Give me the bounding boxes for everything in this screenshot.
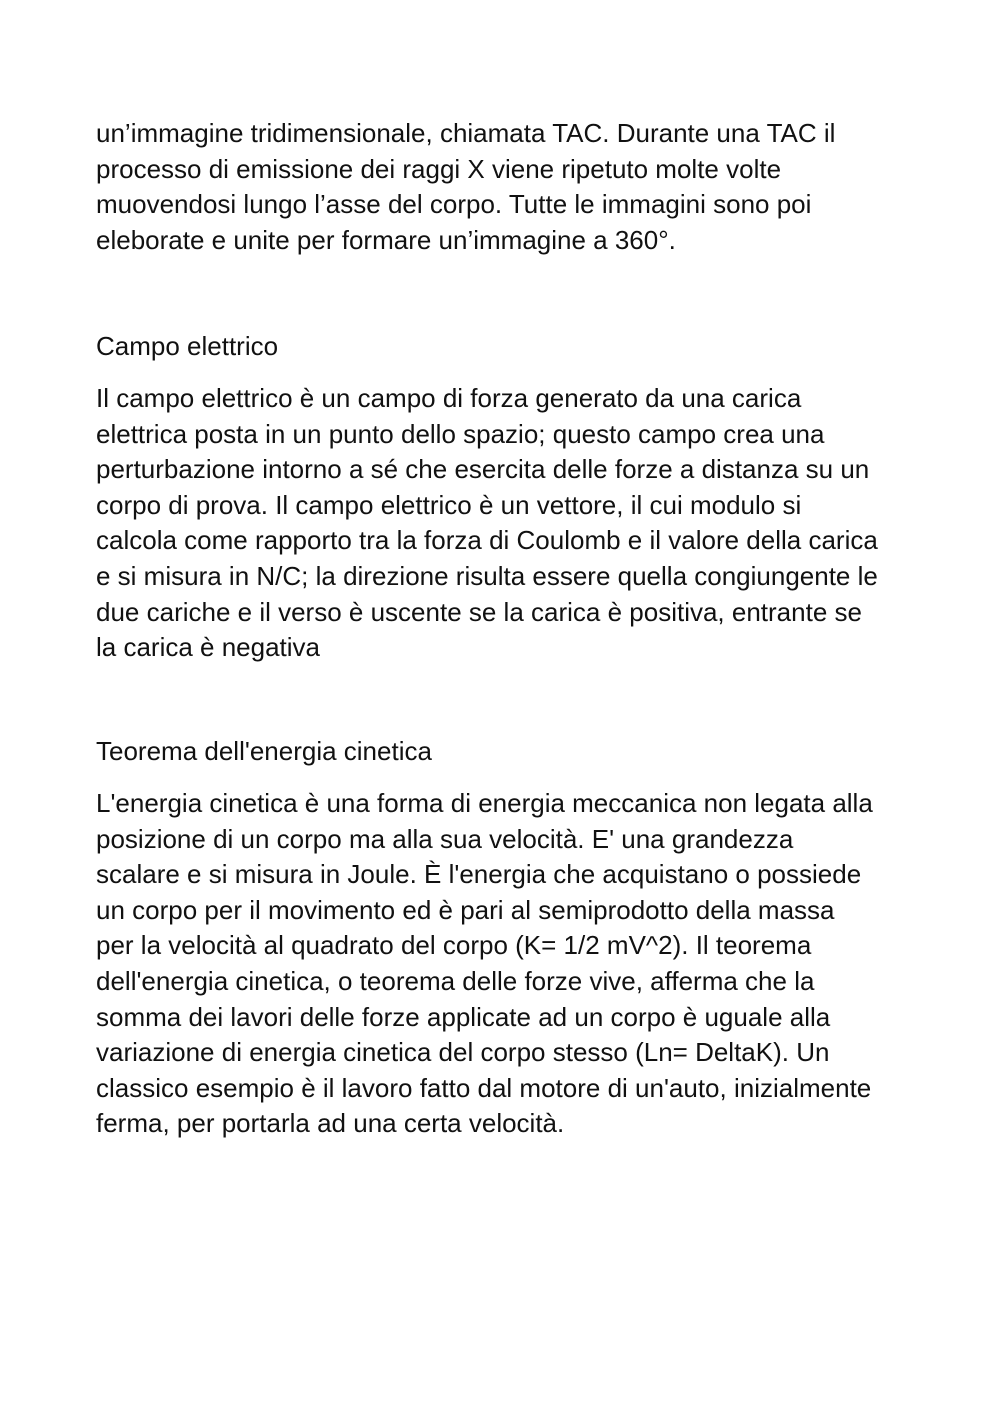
paragraph-line: Il campo elettrico è un campo di forza generato da una carica	[96, 383, 802, 413]
paragraph-line: muovendosi lungo l’asse del corpo. Tutte le immagini sono poi	[96, 189, 812, 220]
paragraph-line: un’immagine tridimensionale, chiamata TAC. Durante una TAC il	[96, 118, 836, 148]
section-heading-text: Campo elettrico	[96, 331, 279, 361]
paragraph-line: dell'energia cinetica, o teorema delle forze vive, afferma che la	[96, 965, 815, 996]
paragraph-line: posizione di un corpo ma alla sua velocità. E' una grandezza	[96, 823, 794, 854]
paragraph-line: un corpo per il movimento ed è pari al semiprodotto della massa	[96, 894, 835, 925]
paragraph-line: scalare e si misura in Joule. È l'energia che acquistano o possiede	[96, 859, 862, 890]
intro-paragraph	[96, 116, 916, 258]
paragraph-line: calcola come rapporto tra la forza di Coulomb e il valore della carica	[96, 525, 878, 556]
paragraph-line: la carica è negativa	[96, 632, 321, 663]
section-paragraph-campo-elettrico	[96, 381, 916, 666]
paragraph-line: perturbazione intorno a sé che esercita delle forze a distanza su un	[96, 454, 870, 485]
paragraph-line: L'energia cinetica è una forma di energia meccanica non legata alla	[96, 788, 873, 818]
paragraph-line: ferma, per portarla ad una certa velocità.	[96, 1108, 565, 1139]
paragraph-line: corpo di prova. Il campo elettrico è un vettore, il cui modulo si	[96, 489, 802, 520]
section-heading-text: Teorema dell'energia cinetica	[96, 736, 432, 766]
paragraph-line: due cariche e il verso è uscente se la carica è positiva, entrante se	[96, 596, 862, 627]
section-heading-teorema-energia-cinetica	[96, 734, 916, 770]
paragraph-line: eleborate e unite per formare un’immagine a 360°.	[96, 224, 676, 255]
paragraph-line: e si misura in N/C; la direzione risulta essere quella congiungente le	[96, 560, 878, 591]
paragraph-line: somma dei lavori delle forze applicate ad un corpo è uguale alla	[96, 1001, 831, 1032]
paragraph-line: processo di emissione dei raggi X viene ripetuto molte volte	[96, 153, 782, 184]
section-paragraph-teorema-energia-cinetica	[96, 786, 916, 1142]
paragraph-line: classico esempio è il lavoro fatto dal motore di un'auto, inizialmente	[96, 1072, 872, 1103]
paragraph-line: variazione di energia cinetica del corpo stesso (Ln= DeltaK). Un	[96, 1037, 830, 1068]
section-heading-campo-elettrico	[96, 329, 916, 365]
paragraph-line: per la velocità al quadrato del corpo (K= 1/2 mV^2). Il teorema	[96, 930, 812, 961]
paragraph-line: elettrica posta in un punto dello spazio; questo campo crea una	[96, 418, 825, 449]
